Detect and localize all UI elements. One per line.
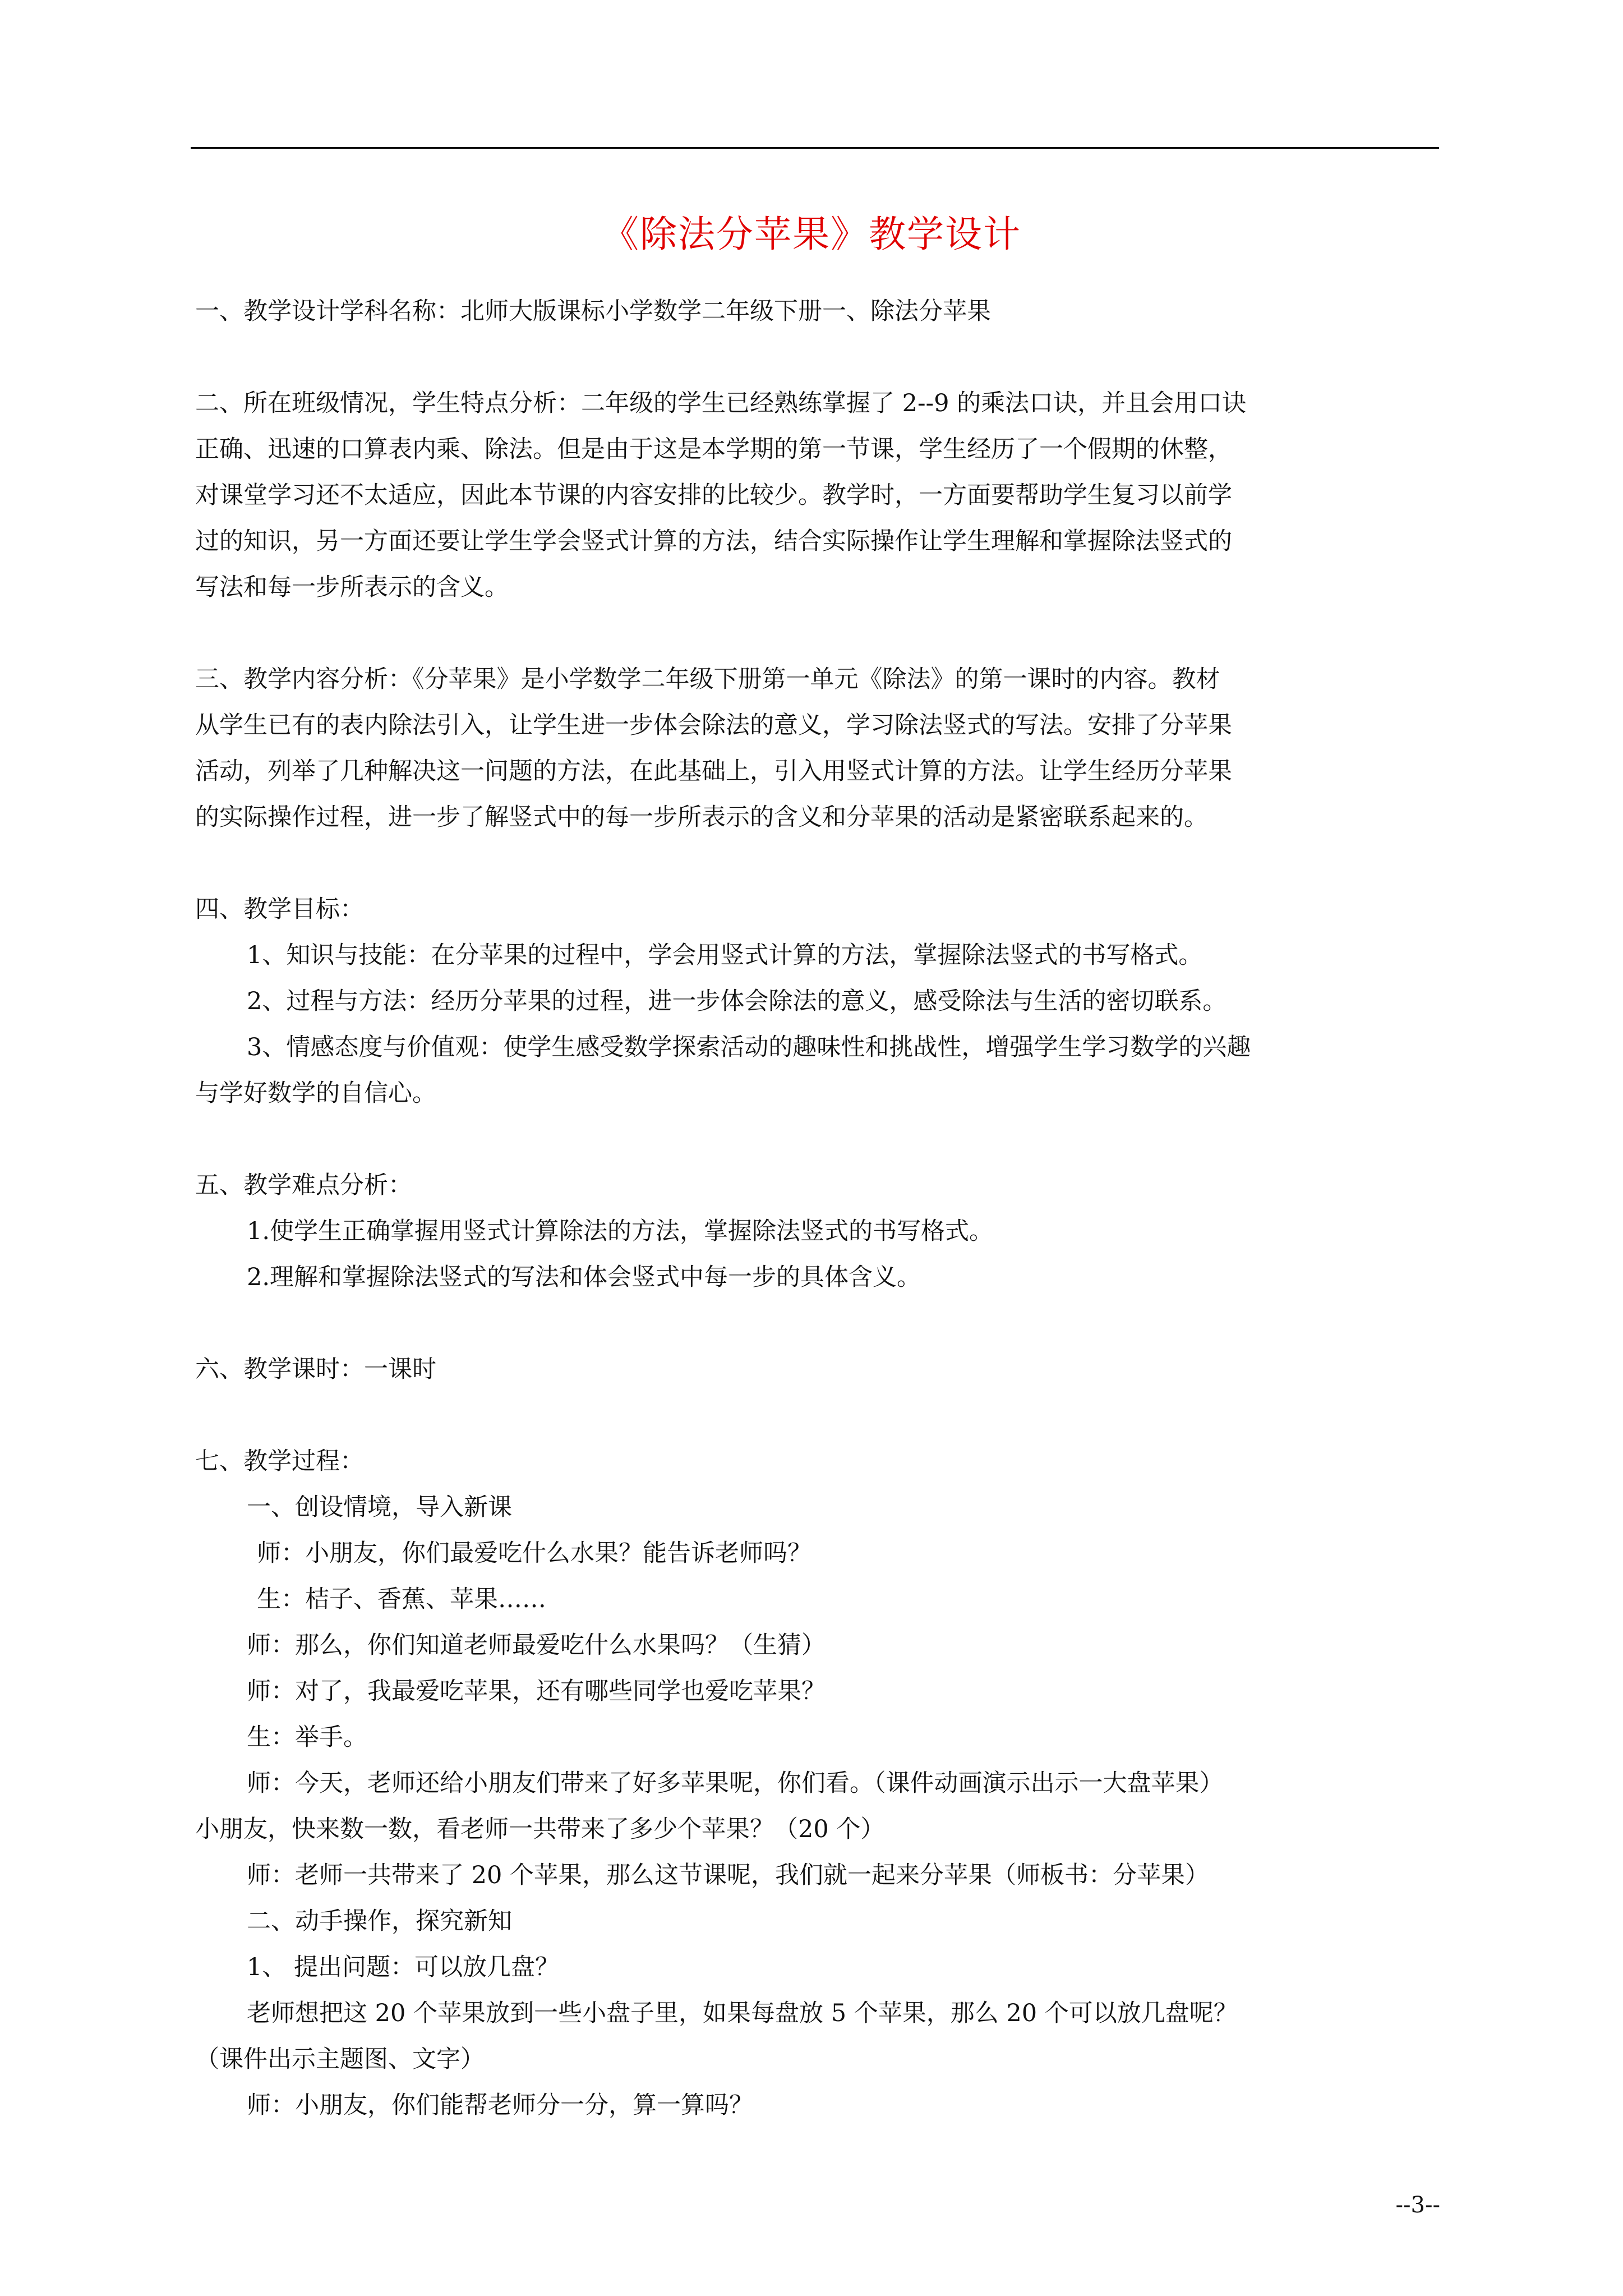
dialogue-line: 师：那么，你们知道老师最爱吃什么水果吗？（生猜） bbox=[247, 1631, 826, 1659]
process-line: 1、 提出问题：可以放几盘？ bbox=[247, 1953, 560, 1981]
section-4-heading: 四、教学目标： bbox=[195, 895, 364, 923]
objective-item-continued: 与学好数学的自信心。 bbox=[195, 1079, 436, 1107]
difficulty-item: 1.使学生正确掌握用竖式计算除法的方法，掌握除法竖式的书写格式。 bbox=[247, 1217, 994, 1245]
dialogue-line: 生：举手。 bbox=[247, 1723, 367, 1751]
section-3-line: 的实际操作过程，进一步了解竖式中的每一步所表示的含义和分苹果的活动是紧密联系起来的。 bbox=[195, 803, 1208, 831]
section-1: 一、教学设计学科名称：北师大版课标小学数学二年级下册一、除法分苹果 bbox=[195, 297, 991, 325]
dialogue-line: 师：小朋友，你们最爱吃什么水果？能告诉老师吗？ bbox=[257, 1539, 811, 1567]
section-3-line: 三、教学内容分析：《分苹果》是小学数学二年级下册第一单元《除法》的第一课时的内容。教材 bbox=[195, 665, 1220, 693]
dialogue-line: 师：小朋友，你们能帮老师分一分，算一算吗？ bbox=[247, 2091, 753, 2119]
dialogue-line: 师：老师一共带来了 20 个苹果，那么这节课呢，我们就一起来分苹果（师板书：分苹果） bbox=[247, 1861, 1210, 1889]
difficulty-item: 2.理解和掌握除法竖式的写法和体会竖式中每一步的具体含义。 bbox=[247, 1263, 921, 1291]
section-2-line: 对课堂学习还不太适应，因此本节课的内容安排的比较少。教学时，一方面要帮助学生复习以前学 bbox=[195, 481, 1232, 509]
header-rule bbox=[191, 147, 1439, 149]
process-line-continued: （课件出示主题图、文字） bbox=[195, 2045, 485, 2073]
objective-item: 1、知识与技能：在分苹果的过程中，学会用竖式计算的方法，掌握除法竖式的书写格式。 bbox=[247, 941, 1203, 969]
objective-item: 2、过程与方法：经历分苹果的过程，进一步体会除法的意义，感受除法与生活的密切联系。 bbox=[247, 987, 1227, 1015]
dialogue-line: 师：对了，我最爱吃苹果，还有哪些同学也爱吃苹果？ bbox=[247, 1677, 826, 1705]
process-line: 二、动手操作，探究新知 bbox=[247, 1907, 512, 1935]
section-6: 六、教学课时：一课时 bbox=[195, 1355, 436, 1383]
document-title: 《除法分苹果》教学设计 bbox=[602, 213, 1021, 256]
document-body bbox=[195, 288, 1435, 2128]
section-2-line: 二、所在班级情况，学生特点分析：二年级的学生已经熟练掌握了 2--9 的乘法口诀，并且会用口诀 bbox=[195, 389, 1247, 417]
section-2-line: 写法和每一步所表示的含义。 bbox=[195, 573, 509, 601]
dialogue-line: 生：桔子、香蕉、苹果…… bbox=[257, 1585, 546, 1613]
dialogue-line-continued: 小朋友，快来数一数，看老师一共带来了多少个苹果？（20 个） bbox=[195, 1815, 885, 1843]
page-number: --3-- bbox=[1395, 2192, 1440, 2218]
process-line: 一、创设情境，导入新课 bbox=[247, 1493, 512, 1521]
section-2-line: 正确、迅速的口算表内乘、除法。但是由于这是本学期的第一节课，学生经历了一个假期的休整， bbox=[195, 435, 1232, 463]
process-line: 老师想把这 20 个苹果放到一些小盘子里，如果每盘放 5 个苹果，那么 20 个可以放几盘呢？ bbox=[247, 1999, 1238, 2027]
dialogue-line: 师：今天，老师还给小朋友们带来了好多苹果呢，你们看。（课件动画演示出示一大盘苹果） bbox=[247, 1769, 1224, 1797]
section-2-line: 过的知识，另一方面还要让学生学会竖式计算的方法，结合实际操作让学生理解和掌握除法竖式的 bbox=[195, 527, 1232, 555]
section-3-line: 从学生已有的表内除法引入，让学生进一步体会除法的意义，学习除法竖式的写法。安排了分苹果 bbox=[195, 711, 1232, 739]
objective-item: 3、情感态度与价值观：使学生感受数学探索活动的趣味性和挑战性，增强学生学习数学的兴趣 bbox=[247, 1033, 1251, 1061]
section-5-heading: 五、教学难点分析： bbox=[195, 1171, 412, 1199]
section-3-line: 活动，列举了几种解决这一问题的方法，在此基础上，引入用竖式计算的方法。让学生经历分苹果 bbox=[195, 757, 1232, 785]
section-7-heading: 七、教学过程： bbox=[195, 1447, 364, 1475]
